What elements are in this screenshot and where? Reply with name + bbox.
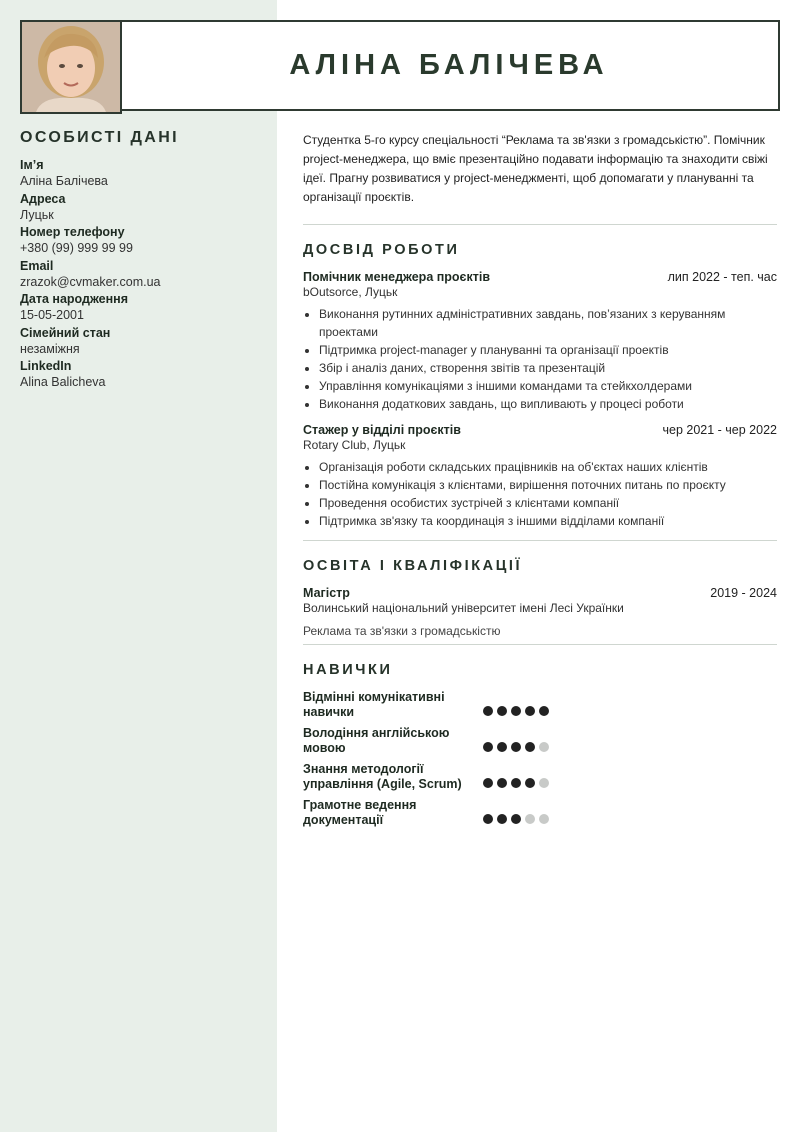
skill-rating <box>483 778 553 788</box>
avatar-image <box>22 22 120 112</box>
personal-data-value: 15-05-2001 <box>20 308 84 322</box>
rating-dot-filled <box>525 706 535 716</box>
experience-list <box>303 270 777 530</box>
name-header <box>118 20 780 111</box>
rating-dot-empty <box>539 742 549 752</box>
job-tasks <box>303 305 777 413</box>
job-dates: чер 2021 - чер 2022 <box>662 423 777 437</box>
education-dates: 2019 - 2024 <box>710 586 777 600</box>
job-tasks <box>303 458 777 530</box>
education-institution: Волинський національний університет імені Лесі Українки <box>303 601 624 615</box>
rating-dot-filled <box>511 814 521 824</box>
divider <box>303 224 777 225</box>
personal-data-label: Email <box>20 258 54 273</box>
job-task-item: • Підтримка project-manager у плануванні та організації проектів <box>319 341 777 359</box>
job-task-item: • Виконання додаткових завдань, що випливають у процесі роботи <box>319 395 777 413</box>
skills-title: НАВИЧКИ <box>303 662 393 678</box>
rating-dot-filled <box>539 706 549 716</box>
rating-dot-filled <box>497 814 507 824</box>
rating-dot-empty <box>539 778 549 788</box>
rating-dot-empty <box>525 814 535 824</box>
personal-data-value: Луцьк <box>20 207 54 222</box>
personal-data-label: LinkedIn <box>20 359 72 373</box>
skills-list <box>303 690 777 828</box>
rating-dot-filled <box>497 778 507 788</box>
rating-dot-filled <box>497 742 507 752</box>
personal-data-value: zrazok@cvmaker.com.ua <box>20 274 161 289</box>
personal-data-value: незаміжня <box>20 341 80 356</box>
education-degree: Магістр <box>303 586 350 600</box>
education-header <box>303 586 777 601</box>
personal-data-value: Аліна Балічева <box>20 174 108 188</box>
job-dates: лип 2022 - теп. час <box>667 270 777 284</box>
rating-dot-filled <box>497 706 507 716</box>
experience-title: ДОСВІД РОБОТИ <box>303 242 460 258</box>
divider <box>303 540 777 541</box>
job-task-item: • Постійна комунікація з клієнтами, вирішення поточних питань по проєкту <box>319 476 777 494</box>
job-company: Rotary Club, Луцьк <box>303 438 406 452</box>
education-specialty: Реклама та зв'язки з громадськістю <box>303 624 501 638</box>
job-company: bOutsorce, Луцьк <box>303 285 398 299</box>
personal-data-label: Ім’я <box>20 158 44 172</box>
skill-name: Володіння англійською мовою <box>303 726 450 755</box>
skill-row <box>303 726 777 756</box>
rating-dot-filled <box>511 706 521 716</box>
rating-dot-empty <box>539 814 549 824</box>
personal-data-title: ОСОБИСТІ ДАНІ <box>20 129 180 146</box>
rating-dot-filled <box>511 742 521 752</box>
job-task-item: • Збір і аналіз даних, створення звітів та презентацій <box>319 359 777 377</box>
personal-data-value: +380 (99) 999 99 99 <box>20 241 133 255</box>
rating-dot-filled <box>483 706 493 716</box>
rating-dot-filled <box>525 742 535 752</box>
rating-dot-filled <box>511 778 521 788</box>
personal-data-label: Номер телефону <box>20 225 125 239</box>
job-task-item: • Підтримка зв'язку та координація з іншими відділами компанії <box>319 512 777 530</box>
personal-data-label: Адреса <box>20 191 66 206</box>
job-header <box>303 270 777 285</box>
profile-photo <box>20 20 122 114</box>
skill-name: Грамотне ведення документації <box>303 798 417 827</box>
job-task-item: • Виконання рутинних адміністративних завдань, пов’язаних з керуванням проектами <box>319 305 777 341</box>
skill-row <box>303 690 777 720</box>
profile-summary: Студентка 5-го курсу спеціальності “Реклама та зв'язки з громадськістю”. Помічник project-менеджера, що вміє презентаційно подавати інформацію та знаходити свіжі ідеї. Прагну розвиватися у project-менеджменті, щоб допомагати у плануванні та організації проєктів. <box>303 133 768 204</box>
skill-row <box>303 762 777 792</box>
personal-data-label: Дата народження <box>20 292 128 306</box>
personal-data-list <box>20 157 260 392</box>
job-header <box>303 423 777 438</box>
divider <box>303 644 777 645</box>
skill-row <box>303 798 777 828</box>
job-task-item: • Управління комунікаціями з іншими командами та стейкхолдерами <box>319 377 777 395</box>
rating-dot-filled <box>483 814 493 824</box>
job-task-item: • Проведення особистих зустрічей з клієнтами компанії <box>319 494 777 512</box>
skill-rating <box>483 742 553 752</box>
rating-dot-filled <box>483 742 493 752</box>
job-title: Помічник менеджера проєктів <box>303 270 490 284</box>
skill-name: Знання методології управління (Agile, Scrum) <box>303 762 462 791</box>
job-title: Стажер у відділі проєктів <box>303 423 461 437</box>
rating-dot-filled <box>525 778 535 788</box>
job-task-item: • Організація роботи складських працівників на об'єктах наших клієнтів <box>319 458 777 476</box>
full-name: АЛІНА БАЛІЧЕВА <box>289 49 609 81</box>
rating-dot-filled <box>483 778 493 788</box>
main-content <box>303 131 777 834</box>
skill-name: Відмінні комунікативні навички <box>303 690 445 719</box>
personal-data-value: Alina Balicheva <box>20 375 106 389</box>
skill-rating <box>483 814 553 824</box>
personal-data-label: Сімейний стан <box>20 325 111 340</box>
education-title: ОСВІТА І КВАЛІФІКАЦІЇ <box>303 558 523 574</box>
skill-rating <box>483 706 553 716</box>
